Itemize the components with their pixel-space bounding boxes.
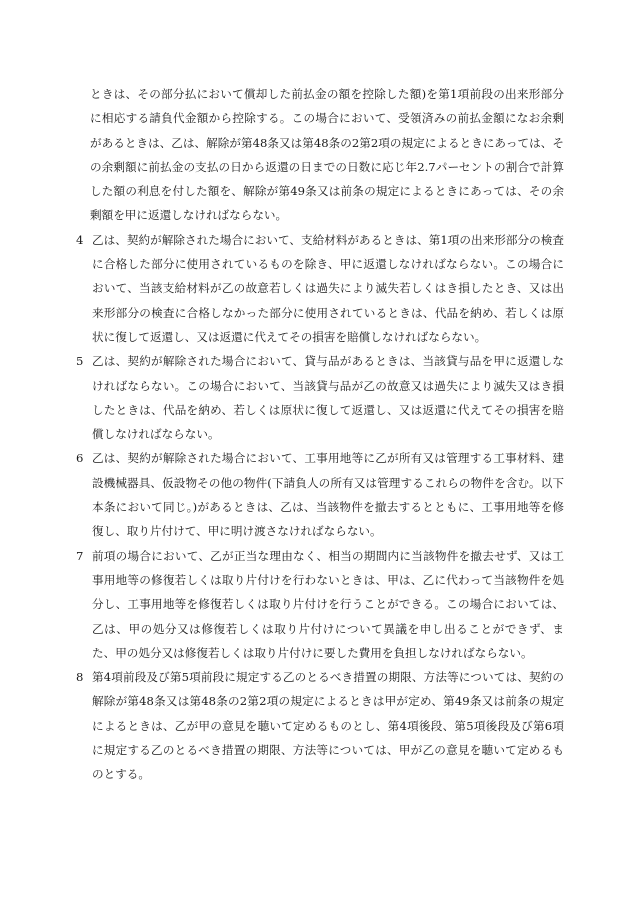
clause-item-7 <box>76 544 564 665</box>
clause-item-4 <box>76 228 564 349</box>
clause-text: 第4項前段及び第5項前段に規定する乙のとるべき措置の期限、方法等については、契約の解除が第48条又は第48条の2第2項の規定によるときは甲が定め、第49条又は前条の規定によるときは、乙が甲の意見を聴いて定めるものとし、第4項後段、第5項後段及び第6項に規定する乙のとるべき措置の期限、方法等については、甲が乙の意見を聴いて定めるものとする。 <box>92 670 564 782</box>
clause-number: 7 <box>76 548 84 563</box>
clause-number: 8 <box>76 670 84 685</box>
clause-number: 5 <box>76 354 84 369</box>
clause-text: 前項の場合において、乙が正当な理由なく、相当の期間内に当該物件を撤去せず、又は工事用地等の修復若しくは取り片付けを行わないときは、甲は、乙に代わって当該物件を処分し、工事用地等を修復若しくは取り片付けを行うことができる。この場合においては、乙は、甲の処分又は修復若しくは取り片付けについて異議を申し出ることができず、また、甲の処分又は修復若しくは取り片付けに要した費用を負担しなければならない。 <box>92 548 564 660</box>
clause-text: 乙は、契約が解除された場合において、工事用地等に乙が所有又は管理する工事材料、建設機械器具、仮設物その他の物件(下請負人の所有又は管理するこれらの物件を含む。以下本条において同じ。)があるときは、乙は、当該物件を撤去するとともに、工事用地等を修復し、取り片付けて、甲に明け渡さなければならない。 <box>92 451 564 539</box>
clause-item-5 <box>76 349 564 446</box>
clause-number: 4 <box>76 232 84 247</box>
clause-item-8 <box>76 665 564 786</box>
clause-number: 6 <box>76 451 84 466</box>
clause-text: 乙は、契約が解除された場合において、支給材料があるときは、第1項の出来形部分の検査に合格した部分に使用されているものを除き、甲に返還しなければならない。この場合において、当該支給材料が乙の故意若しくは過失により滅失若しくはき損したとき、又は出来形部分の検査に合格しなかった部分に使用されているときは、代品を納め、若しくは原状に復して返還し、又は返還に代えてその損害を賠償しなければならない。 <box>92 232 564 344</box>
clause-text: 乙は、契約が解除された場合において、貸与品があるときは、当該貸与品を甲に返還しなければならない。この場合において、当該貸与品が乙の故意又は過失により滅失又はき損したときは、代品を納め、若しくは原状に復して返還し、又は返還に代えてその損害を賠償しなければならない。 <box>92 354 564 442</box>
clause-item-6 <box>76 446 564 543</box>
continuation-paragraph: ときは、その部分払において償却した前払金の額を控除した額)を第1項前段の出来形部分に相応する請負代金額から控除する。この場合において、受領済みの前払金額になお余剰があるときは、乙は、解除が第48条又は第48条の2第2項の規定によるときにあっては、その余剰額に前払金の支払の日から返還の日までの日数に応じ年2.7パーセントの割合で計算した額の利息を付した額を、解除が第49条又は前条の規定によるときにあっては、その余剰額を甲に返還しなければならない。 <box>90 87 564 223</box>
